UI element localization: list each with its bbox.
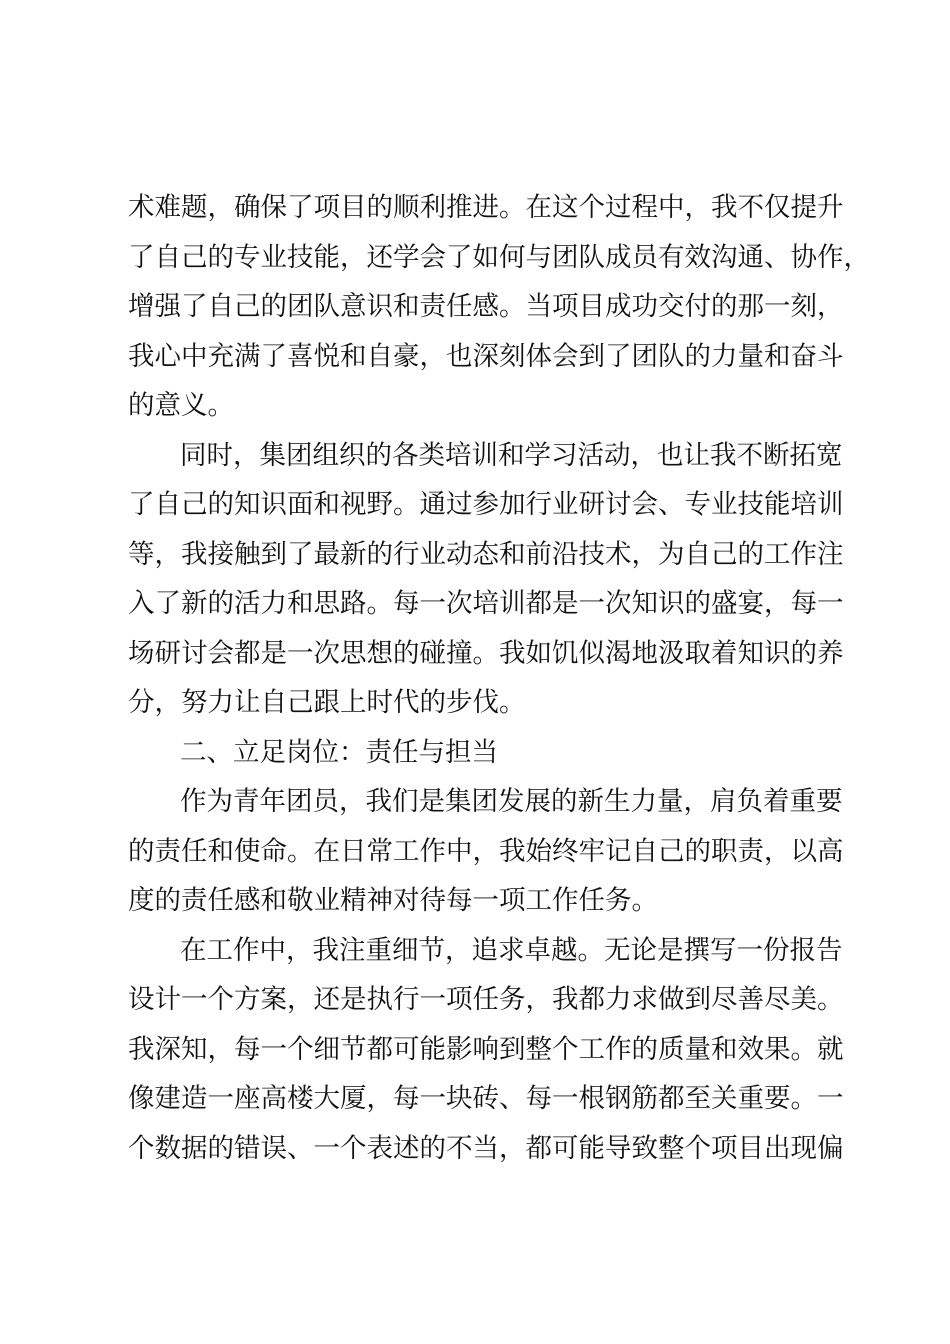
text-line: 了自己的知识面和视野。通过参加行业研讨会、专业技能培训 xyxy=(128,489,844,520)
paragraph-details xyxy=(128,926,844,1174)
paragraph-responsibility xyxy=(128,777,844,926)
text-line: 术难题，确保了项目的顺利推进。在这个过程中，我不仅提升 xyxy=(128,192,844,223)
text-line: 场研讨会都是一次思想的碰撞。我如饥似渴地汲取着知识的养 xyxy=(128,637,844,669)
text-line: 增强了自己的团队意识和责任感。当项目成功交付的那一刻， xyxy=(128,291,844,322)
paragraph-continuation xyxy=(128,183,870,431)
text-line: 我心中充满了喜悦和自豪，也深刻体会到了团队的力量和奋斗 xyxy=(128,340,844,372)
text-line: 作为青年团员，我们是集团发展的新生力量，肩负着重要 xyxy=(180,786,843,817)
section-heading xyxy=(128,728,838,778)
text-line: 等，我接触到了最新的行业动态和前沿技术，为自己的工作注 xyxy=(128,538,844,570)
text-line: 个数据的错误、一个表述的不当，都可能导致整个项目出现偏 xyxy=(128,1132,844,1164)
text-line: 的意义。 xyxy=(128,390,234,421)
text-line: 同时，集团组织的各类培训和学习活动，也让我不断拓宽 xyxy=(180,439,843,471)
text-line: 了自己的专业技能，还学会了如何与团队成员有效沟通、协作， xyxy=(128,241,870,273)
text-line: 在工作中，我注重细节，追求卓越。无论是撰写一份报告 xyxy=(180,934,843,966)
text-line: 的责任和使命。在日常工作中，我始终牢记自己的职责，以高 xyxy=(128,835,844,867)
paragraph-training xyxy=(128,431,844,728)
section-heading-text: 二、立足岗位：责任与担当 xyxy=(180,736,498,768)
text-line: 度的责任感和敬业精神对待每一项工作任务。 xyxy=(128,885,658,916)
text-line: 设计一个方案，还是执行一项任务，我都力求做到尽善尽美。 xyxy=(128,984,844,1015)
text-line: 入了新的活力和思路。每一次培训都是一次知识的盛宴，每一 xyxy=(128,588,844,619)
text-line: 像建造一座高楼大厦，每一块砖、每一根钢筋都至关重要。一 xyxy=(128,1083,844,1114)
text-line: 我深知，每一个细节都可能影响到整个工作的质量和效果。就 xyxy=(128,1033,844,1065)
document-body xyxy=(128,183,870,1173)
text-line: 分，努力让自己跟上时代的步伐。 xyxy=(128,687,526,718)
